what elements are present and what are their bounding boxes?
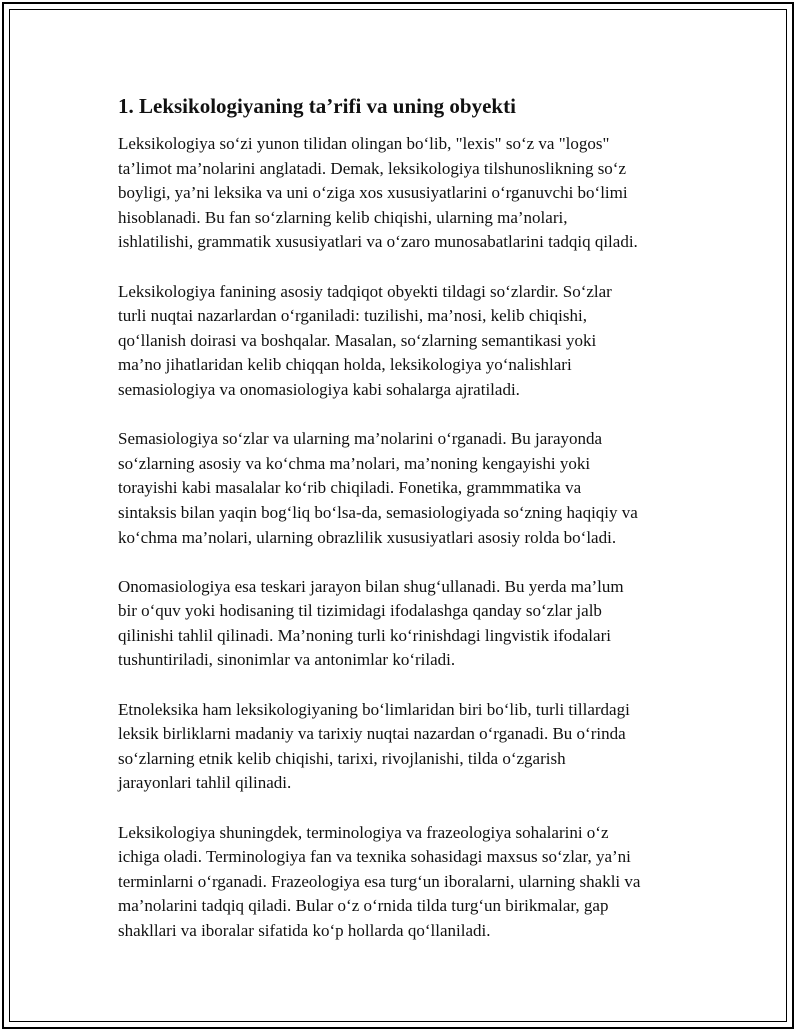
paragraph-5 xyxy=(118,698,698,796)
text-line: semasiologiya va onomasiologiya kabi sohalarga ajratiladi. xyxy=(118,379,520,399)
text-line: shakllari va iboralar sifatida ko‘p hollarda qo‘llaniladi. xyxy=(118,921,491,940)
text-line: sintaksis bilan yaqin bog‘liq bo‘lsa-da, semasiologiyada so‘zning haqiqiy va xyxy=(118,502,638,522)
text-line: Etnoleksika ham leksikologiyaning bo‘limlaridan biri bo‘lib, turli tillardagi xyxy=(118,699,630,719)
text-line: leksik birliklarni madaniy va tarixiy nuqtai nazardan o‘rganadi. Bu o‘rinda xyxy=(118,724,626,744)
text-line: jarayonlari tahlil qilinadi. xyxy=(118,773,292,793)
text-line: so‘zlarning etnik kelib chiqishi, tarixi, rivojlanishi, tilda o‘zgarish xyxy=(118,748,566,768)
section-heading: 1. Leksikologiyaning ta’rifi va uning obyekti xyxy=(118,94,516,118)
text-line: Leksikologiya fanining asosiy tadqiqot obyekti tildagi so‘zlardir. So‘zlar xyxy=(118,281,612,301)
paragraph-4 xyxy=(118,575,698,673)
text-line: Semasiologiya so‘zlar va ularning ma’nolarini o‘rganadi. Bu jarayonda xyxy=(118,429,603,449)
paragraph-2 xyxy=(118,280,698,403)
text-line: turli nuqtai nazarlardan o‘rganiladi: tuzilishi, ma’nosi, kelib chiqishi, xyxy=(118,306,587,326)
text-line: ma’nolarini tadqiq qiladi. Bular o‘z o‘rnida tilda turg‘un birikmalar, gap xyxy=(118,896,609,916)
text-line: ishlatilishi, grammatik xususiyatlari va o‘zaro munosabatlarini tadqiq qiladi. xyxy=(118,232,638,252)
text-line: ma’no jihatlaridan kelib chiqqan holda, leksikologiya yo‘nalishlari xyxy=(118,355,572,375)
text-line: Leksikologiya shuningdek, terminologiya va frazeologiya sohalarini o‘z xyxy=(118,822,609,842)
text-line: hisoblanadi. Bu fan so‘zlarning kelib chiqishi, ularning ma’nolari, xyxy=(118,207,568,227)
text-line: ta’limot ma’nolarini anglatadi. Demak, leksikologiya tilshunoslikning so‘z xyxy=(118,158,627,178)
text-line: ichiga oladi. Terminologiya fan va texnika sohasidagi maxsus so‘zlar, ya’ni xyxy=(118,847,631,867)
text-line: ko‘chma ma’nolari, ularning obrazlilik xususiyatlari asosiy rolda bo‘ladi. xyxy=(118,527,617,547)
paragraph-3 xyxy=(118,427,698,550)
text-line: Onomasiologiya esa teskari jarayon bilan shug‘ullanadi. Bu yerda ma’lum xyxy=(118,576,624,596)
text-line: Leksikologiya so‘zi yunon tilidan olingan bo‘lib, "lexis" so‘z va "logos" xyxy=(118,134,610,153)
document-body xyxy=(118,92,698,968)
text-line: tushuntiriladi, sinonimlar va antonimlar ko‘riladi. xyxy=(118,650,456,670)
paragraph-1 xyxy=(118,132,698,255)
text-line: qo‘llanish doirasi va boshqalar. Masalan, so‘zlarning semantikasi yoki xyxy=(118,330,597,350)
paragraph-6 xyxy=(118,821,698,944)
text-line: terminlarni o‘rganadi. Frazeologiya esa turg‘un iboralarni, ularning shakli va xyxy=(118,871,641,891)
text-line: qilinishi tahlil qilinadi. Ma’noning turli ko‘rinishdagi lingvistik ifodalari xyxy=(118,625,611,645)
text-line: boyligi, ya’ni leksika va uni o‘ziga xos xususiyatlarini o‘rganuvchi bo‘limi xyxy=(118,183,628,203)
text-line: torayishi kabi masalalar ko‘rib chiqiladi. Fonetika, grammmatika va xyxy=(118,478,582,498)
text-line: so‘zlarning asosiy va ko‘chma ma’nolari, ma’noning kengayishi yoki xyxy=(118,453,591,473)
text-line: bir o‘quv yoki hodisaning til tizimidagi ifodalashga qanday so‘zlar jalb xyxy=(118,601,602,621)
